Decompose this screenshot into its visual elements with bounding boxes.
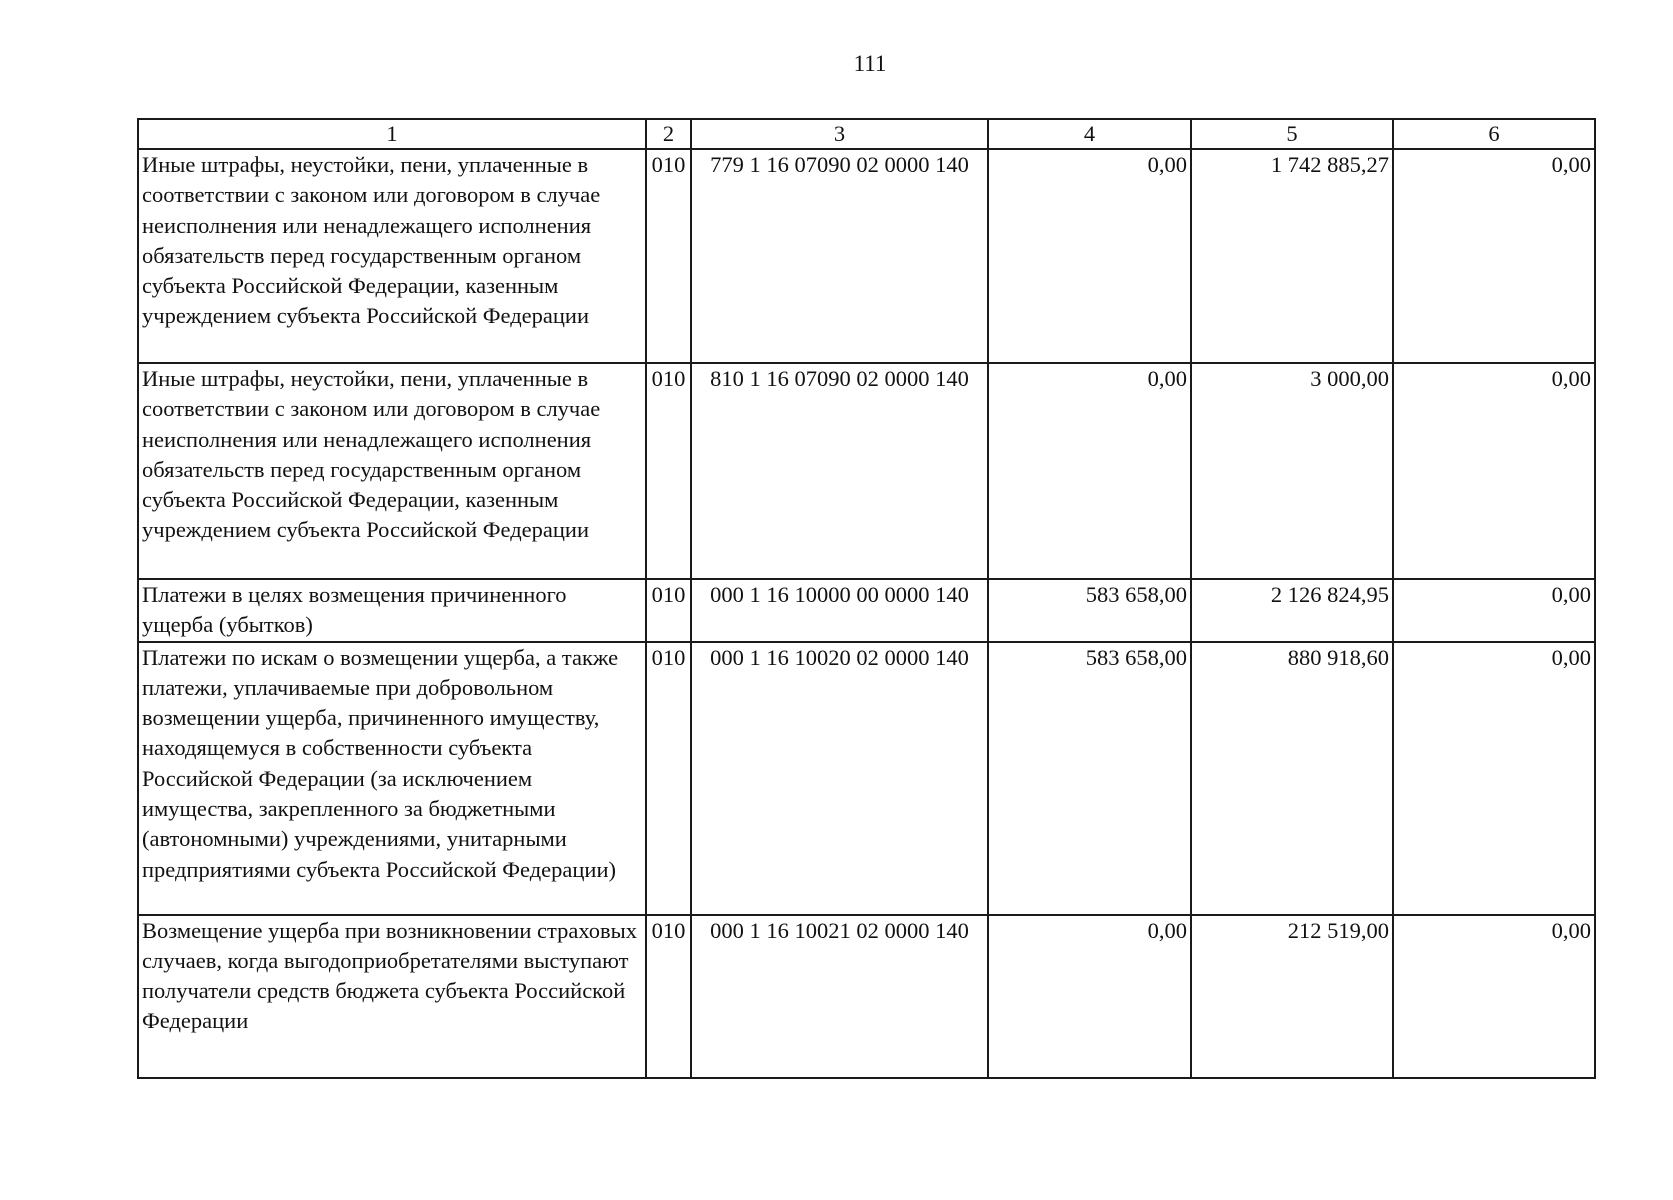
- row-name: Иные штрафы, неустойки, пени, уплаченные в соответствии с законом или договором в случае неисполнения или ненадлежащего исполнения обязательств перед государственным органом субъекта Российской Федерации, казенным учреждением субъекта Российской Федерации: [138, 363, 646, 579]
- row-kbk-code: 779 1 16 07090 02 0000 140: [691, 149, 988, 363]
- column-header-6: 6: [1393, 119, 1595, 149]
- row-line-code: 010: [646, 915, 691, 1078]
- row-kbk-code: 000 1 16 10020 02 0000 140: [691, 642, 988, 915]
- row-col6-value: 0,00: [1393, 149, 1595, 363]
- column-header-4: 4: [988, 119, 1191, 149]
- table-header-row: [138, 119, 1595, 149]
- table-row: [138, 642, 1595, 915]
- row-line-code: 010: [646, 363, 691, 579]
- column-header-5: 5: [1191, 119, 1393, 149]
- table-row: [138, 363, 1595, 579]
- column-header-2: 2: [646, 119, 691, 149]
- row-col5-value: 880 918,60: [1191, 642, 1393, 915]
- table-row: [138, 915, 1595, 1078]
- table-row: [138, 579, 1595, 642]
- row-name: Платежи в целях возмещения причиненного ущерба (убытков): [138, 579, 646, 642]
- row-col4-value: 583 658,00: [988, 579, 1191, 642]
- row-line-code: 010: [646, 642, 691, 915]
- row-col4-value: 583 658,00: [988, 642, 1191, 915]
- row-kbk-code: 000 1 16 10000 00 0000 140: [691, 579, 988, 642]
- row-col5-value: 1 742 885,27: [1191, 149, 1393, 363]
- row-col5-value: 3 000,00: [1191, 363, 1393, 579]
- row-col6-value: 0,00: [1393, 915, 1595, 1078]
- row-name: Возмещение ущерба при возникновении страховых случаев, когда выгодоприобретателями выступают получатели средств бюджета субъекта Российской Федерации: [138, 915, 646, 1078]
- row-col5-value: 212 519,00: [1191, 915, 1393, 1078]
- row-line-code: 010: [646, 579, 691, 642]
- row-kbk-code: 810 1 16 07090 02 0000 140: [691, 363, 988, 579]
- row-col4-value: 0,00: [988, 149, 1191, 363]
- page-number: 111: [853, 51, 887, 76]
- row-col4-value: 0,00: [988, 915, 1191, 1078]
- budget-table: [137, 118, 1596, 1079]
- row-col5-value: 2 126 824,95: [1191, 579, 1393, 642]
- row-name: Платежи по искам о возмещении ущерба, а также платежи, уплачиваемые при добровольном возмещении ущерба, причиненного имуществу, находящемуся в собственности субъекта Российской Федерации (за исключением имущества, закрепленного за бюджетными (автономными) учреждениями, унитарными предприятиями субъекта Российской Федерации): [138, 642, 646, 915]
- row-line-code: 010: [646, 149, 691, 363]
- row-col4-value: 0,00: [988, 363, 1191, 579]
- row-name: Иные штрафы, неустойки, пени, уплаченные в соответствии с законом или договором в случае неисполнения или ненадлежащего исполнения обязательств перед государственным органом субъекта Российской Федерации, казенным учреждением субъекта Российской Федерации: [138, 149, 646, 363]
- column-header-1: 1: [138, 119, 646, 149]
- table-row: [138, 149, 1595, 363]
- row-kbk-code: 000 1 16 10021 02 0000 140: [691, 915, 988, 1078]
- row-col6-value: 0,00: [1393, 642, 1595, 915]
- row-col6-value: 0,00: [1393, 363, 1595, 579]
- row-col6-value: 0,00: [1393, 579, 1595, 642]
- column-header-3: 3: [691, 119, 988, 149]
